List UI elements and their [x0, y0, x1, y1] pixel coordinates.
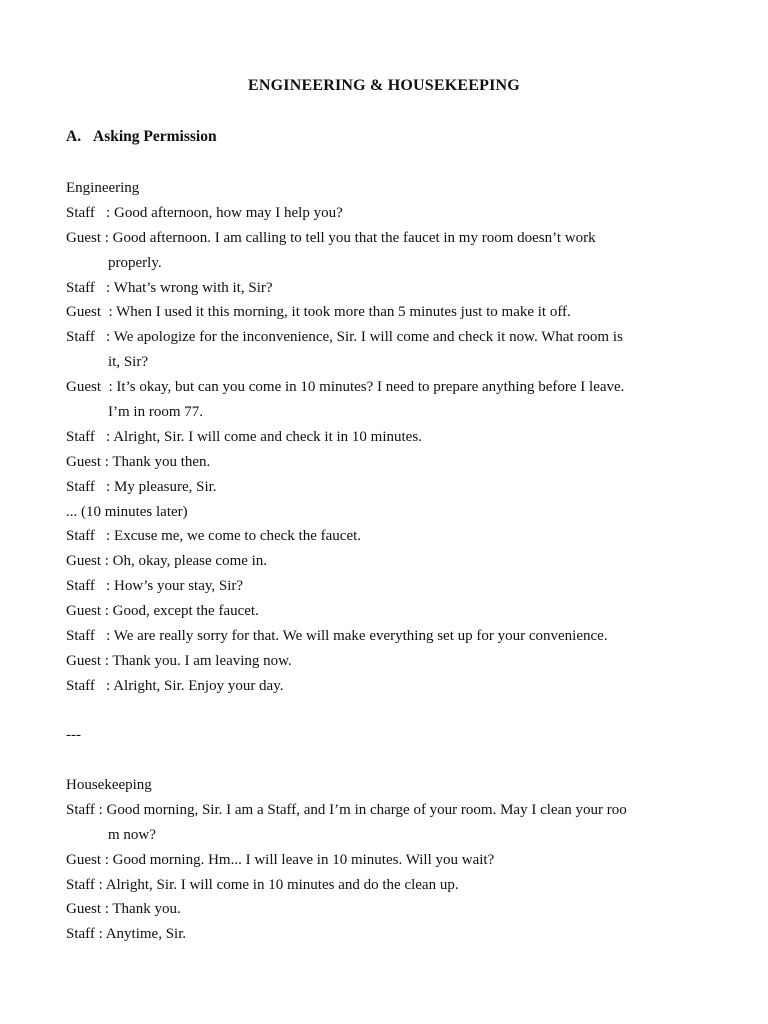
engineering-dialogue	[66, 176, 706, 699]
section-letter: A.	[66, 128, 82, 145]
dialogue-line: Guest : Thank you then.	[66, 453, 211, 470]
dialogue-line: Staff : Anytime, Sir.	[66, 926, 187, 943]
engineering-heading: Engineering	[66, 180, 140, 196]
dialogue-line-continuation: I’m in room 77.	[108, 404, 203, 421]
dialogue-line: Guest : Thank you.	[66, 901, 181, 918]
section-title: Asking Permission	[93, 128, 217, 145]
dialogue-line: Staff : Good morning, Sir. I am a Staff, and I’m in charge of your room. May I clean your roo	[66, 801, 627, 818]
separator-text: ---	[66, 727, 81, 743]
dialogue-line: Guest : Oh, okay, please come in.	[66, 553, 268, 570]
dialogue-line: Guest : Good, except the faucet.	[66, 603, 259, 620]
dialogue-line: Guest : Thank you. I am leaving now.	[66, 652, 292, 669]
dialogue-line: Guest : It’s okay, but can you come in 10 minutes? I need to prepare anything before I leave.	[66, 379, 625, 396]
dialogue-line: Staff : Excuse me, we come to check the faucet.	[66, 528, 362, 545]
dialogue-line: Staff : My pleasure, Sir.	[66, 478, 217, 495]
housekeeping-dialogue	[66, 773, 706, 947]
dialogue-line-continuation: it, Sir?	[108, 354, 148, 371]
housekeeping-heading: Housekeeping	[66, 777, 152, 793]
dialogue-line-continuation: m now?	[108, 826, 156, 843]
separator	[66, 723, 706, 748]
dialogue-line: Staff : Good afternoon, how may I help you?	[66, 204, 343, 221]
dialogue-line: Staff : Alright, Sir. I will come and check it in 10 minutes.	[66, 428, 422, 445]
section-heading	[66, 128, 217, 146]
dialogue-line: Staff : We apologize for the inconvenience, Sir. I will come and check it now. What room is	[66, 329, 623, 346]
document-title: ENGINEERING & HOUSEKEEPING	[248, 77, 520, 94]
dialogue-line: Guest : Good afternoon. I am calling to tell you that the faucet in my room doesn’t work	[66, 229, 596, 246]
dialogue-line: Guest : When I used it this morning, it took more than 5 minutes just to make it off.	[66, 304, 571, 321]
dialogue-line: Guest : Good morning. Hm... I will leave in 10 minutes. Will you wait?	[66, 851, 495, 868]
dialogue-line: Staff : What’s wrong with it, Sir?	[66, 279, 273, 296]
dialogue-line-continuation: properly.	[108, 254, 162, 271]
stage-direction: ... (10 minutes later)	[66, 503, 188, 520]
dialogue-line: Staff : Alright, Sir. I will come in 10 minutes and do the clean up.	[66, 876, 459, 893]
dialogue-line: Staff : How’s your stay, Sir?	[66, 578, 244, 595]
dialogue-line: Staff : We are really sorry for that. We will make everything set up for your convenience.	[66, 628, 608, 645]
dialogue-line: Staff : Alright, Sir. Enjoy your day.	[66, 677, 284, 694]
